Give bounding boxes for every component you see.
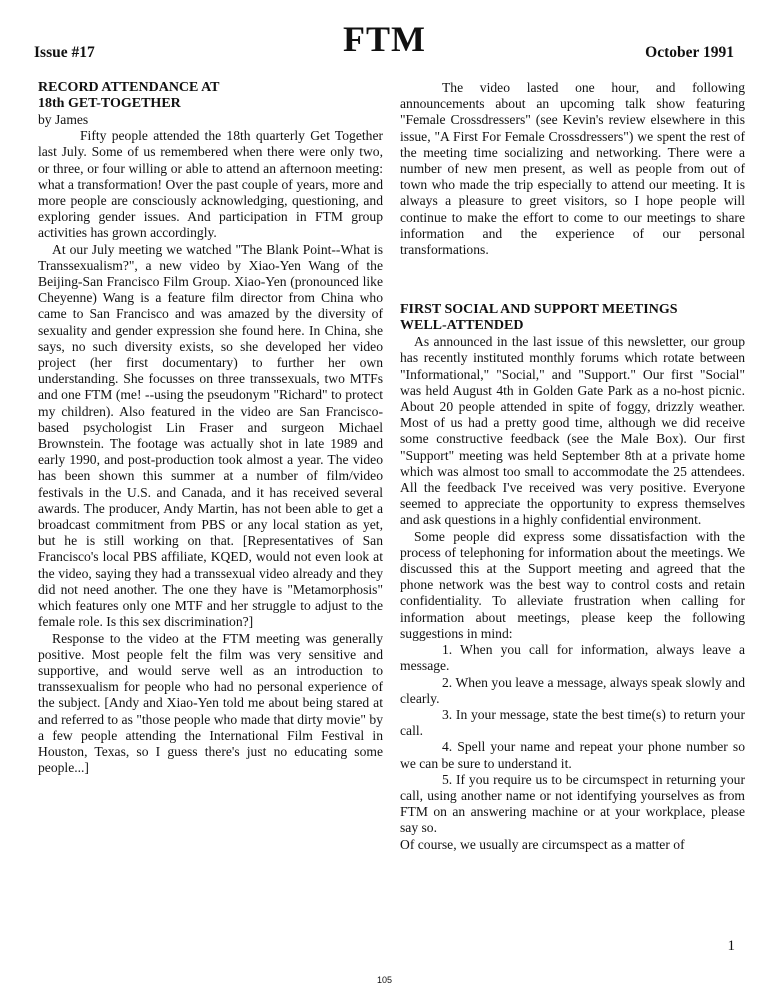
suggestion-item: 4. Spell your name and repeat your phone number so we can be sure to understand it.: [400, 739, 745, 771]
article1-paragraph: The video lasted one hour, and following announcements about an upcoming talk show featuring "Female Crossdressers" (see Kevin's review elsewhere in this issue, "A First For Female Crossdressers") we spent the rest of the meeting time socializing and networking. There were a number of new men present, as well as people from out of town who made the trip especially to attend our meeting. It is always a pleasure to greet visitors, so I hope people will continue to make the effort to come to our meetings to share information and the experience of our personal transformations.: [400, 80, 745, 258]
article2-headline-line2: WELL-ATTENDED: [400, 318, 524, 334]
suggestion-item: 3. In your message, state the best time(s) to return your call.: [400, 706, 745, 739]
column-gap: [400, 258, 745, 302]
article2-closing: Of course, we usually are circumspect as a matter of: [400, 836, 685, 852]
article1-paragraph: Response to the video at the FTM meeting was generally positive. Most people felt the film was very sensitive and supportive, and would serve well as an introduction to transsexualism for people who had no personal experience of the subject. [Andy and Xiao-Yen told me about being stared at and referred to as "those people who made that dirty movie" by a few people attending the International Film Festival in Houston, Texas, so I guess there's just no educating some people...]: [38, 630, 383, 776]
suggestion-item: 1. When you call for information, always leave a message.: [400, 642, 745, 674]
article1-byline: by James: [38, 112, 89, 127]
suggestion-item: 5. If you require us to be circumspect in returning your call, using another name or not identifying yourselves as from FTM on an answering machine or at your workplace, please say so.: [400, 771, 745, 836]
issue-date: October 1991: [645, 44, 734, 61]
article1-headline-line1: RECORD ATTENDANCE AT: [38, 80, 220, 95]
article2-headline-line1: FIRST SOCIAL AND SUPPORT MEETINGS: [400, 302, 678, 318]
article1-paragraph: Fifty people attended the 18th quarterly Get Together last July. Some of us remembered when there were only two, or three, or four willing or able to attend an afternoon meeting: what a transformation! Over the past couple of years, more and more people are consciously acknowledging, questioning, and exploring gender issues. And participation in FTM group activities has grown accordingly.: [38, 128, 383, 241]
article2-paragraph: As announced in the last issue of this newsletter, our group has recently instituted monthly forums which rotate between "Informational," "Social," and "Support." Our first "Social" was held August 4th in Golden Gate Park as a no-host picnic. About 20 people attended in spite of foggy, drizzly weather. Most of us had a pretty good time, although we did receive some constructive feedback (see the Male Box). Our first "Support" meeting was held September 8th at a private home which was almost too small to accommodate the 25 attendees. All the feedback I've received was very positive. Everyone seemed to appreciate the opportunity to express themselves and ask questions in a highly confidential environment.: [400, 334, 745, 528]
article2-paragraph: Some people did express some dissatisfaction with the process of telephoning for information about the meetings. We discussed this at the Support meeting and agreed that the phone network was the best way to control costs and retain confidentiality. To alleviate frustration when calling for information about meetings, please keep the following suggestions in mind:: [400, 528, 745, 641]
right-column: [400, 80, 745, 853]
footer-number: 105: [376, 975, 393, 985]
issue-number: Issue #17: [34, 44, 95, 61]
newsletter-title: FTM: [343, 19, 426, 59]
masthead: [0, 0, 769, 70]
article1-paragraph: At our July meeting we watched "The Blank Point--What is Transsexualism?", a new video by Xiao-Yen Wang of the Beijing-San Francisco Film Group. Xiao-Yen (pronounced like Cheyenne) Wang is a feature film director from China who came to San Francisco and was amazed by the diversity of sexuality and gender expression she found here. In China, she says, no such diversity exists, so she developed her video project (her first documentary) to further her own understanding. She focusses on three transsexuals, two MTFs and one FTM (me! --using the pseudonym "Richard" to protect my children). Also featured in the video are San Francisco-based psychologist Lin Fraser and surgeon Michael Brownstein. The footage was actually shot in late 1989 and early 1990, and post-production took almost a year. The video has been shown this summer at a number of film/video festivals in the U.S. and Canada, and it has received several awards. The producer, Andy Martin, has not been able to get a broadcast commitment from PBS or any local station as yet, but he is still working on that. [Representatives of San Francisco's local PBS affiliate, KQED, would not even look at the video, saying they had a transsexual video already and they did not need another. The one they have is "Metamorphosis" which features only one MTF and her struggle to adjust to the female role. Is this sex discrimination?]: [38, 241, 383, 630]
left-column: [38, 80, 383, 776]
suggestion-item: 2. When you leave a message, always speak slowly and clearly.: [400, 674, 745, 706]
article1-headline-line2: 18th GET-TOGETHER: [38, 96, 181, 111]
page-number: 1: [727, 938, 735, 954]
